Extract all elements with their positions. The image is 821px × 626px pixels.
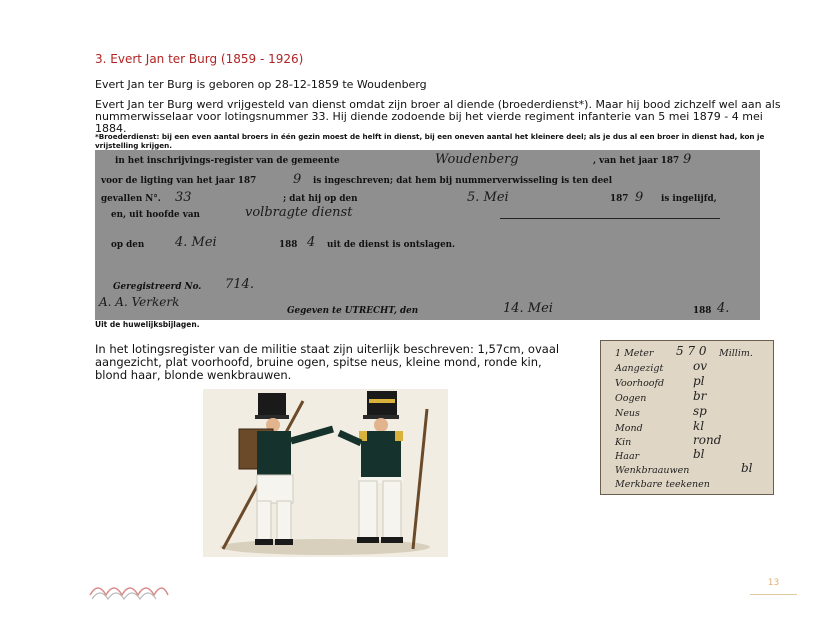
scan-line: ; dat hij op den bbox=[283, 194, 358, 204]
card-row: Wenkbraauwen bbox=[615, 465, 690, 476]
card-handwriting: bl bbox=[693, 447, 705, 461]
card-row: Merkbare teekenen bbox=[615, 479, 710, 490]
scan-handwriting: 4. Mei bbox=[175, 235, 217, 250]
scan-line: Geregistreerd No. bbox=[113, 282, 202, 292]
card-row: Kin bbox=[615, 437, 632, 448]
scan-handwriting: Woudenberg bbox=[435, 152, 519, 167]
card-row: Voorhoofd bbox=[615, 378, 665, 389]
card-handwriting: kl bbox=[693, 419, 705, 433]
scan-handwriting: volbragte dienst bbox=[245, 205, 353, 220]
scan-line: 187 bbox=[610, 194, 629, 204]
card-row: Millim. bbox=[719, 348, 753, 359]
description-text: In het lotingsregister van de militie staat zijn uiterlijk beschreven: 1,57cm, ovaal aangezicht, plat voorhoofd, bruine ogen, spitse neus, kleine mond, ronde kin, blond haar, blonde wenkbrauwen. bbox=[95, 342, 560, 382]
scan-line: uit de dienst is ontslagen. bbox=[327, 240, 456, 250]
scan-line: in het inschrijvings-register van de gemeente bbox=[115, 156, 340, 166]
scan-line: is ingeschreven; dat hem bij nummerverwisseling is ten deel bbox=[313, 176, 613, 186]
logo-mark bbox=[88, 577, 170, 605]
card-row: Oogen bbox=[615, 393, 647, 404]
scan-line: is ingelijfd, bbox=[661, 194, 717, 204]
card-handwriting: br bbox=[693, 389, 707, 403]
soldiers-illustration bbox=[203, 389, 448, 557]
card-row: Aangezigt bbox=[615, 363, 664, 374]
section-heading: 3. Evert Jan ter Burg (1859 - 1926) bbox=[95, 52, 304, 66]
footer-logo bbox=[88, 577, 170, 605]
scan-line: gevallen N°. bbox=[101, 194, 161, 204]
intro-text: Evert Jan ter Burg is geboren op 28-12-1859 te Woudenberg bbox=[95, 78, 427, 91]
scan-line: , van het jaar 187 bbox=[593, 156, 680, 166]
card-row: Neus bbox=[615, 408, 640, 419]
card-row: 1 Meter bbox=[615, 348, 654, 359]
scan-line: op den bbox=[111, 240, 145, 250]
scan-signature: A. A. Verkerk bbox=[99, 295, 180, 309]
scan-handwriting: 4. bbox=[717, 301, 730, 316]
scan-line: voor de ligting van het jaar 187 bbox=[101, 176, 257, 186]
scan-line: en, uit hoofde van bbox=[111, 210, 200, 220]
scan-handwriting: 4 bbox=[307, 235, 316, 250]
footnote-broederdienst: *Broederdienst: bij een even aantal broers in één gezin moest de helft in dienst, bij een oneven aantal het kleinere deel; als je dus al een broer in dienst had, kon je vrijstelling krijgen. bbox=[95, 132, 765, 150]
card-handwriting: 5 7 0 bbox=[676, 344, 707, 358]
card-handwriting: pl bbox=[693, 374, 705, 388]
paragraph-1: Evert Jan ter Burg werd vrijgesteld van dienst omdat zijn broer al diende (broederdienst*). Maar hij bood zichzelf wel aan als nummerwisselaar voor lotingsnummer 33. Hij diende zodoende bij het vierde regiment infanterie van 5 mei 1879 - 4 mei 1884. bbox=[95, 98, 781, 135]
card-handwriting: ov bbox=[693, 359, 708, 373]
scan-handwriting: 9 bbox=[635, 190, 644, 205]
scan-caption: Uit de huwelijksbijlagen. bbox=[95, 320, 200, 329]
scan-line: 188 bbox=[279, 240, 298, 250]
blank-line bbox=[500, 218, 720, 219]
scan-handwriting: 9 bbox=[683, 152, 692, 167]
scan-line: Gegeven te UTRECHT, den bbox=[287, 306, 419, 316]
scan-line: 188 bbox=[693, 306, 712, 316]
card-handwriting: sp bbox=[693, 404, 707, 418]
card-handwriting: rond bbox=[693, 433, 722, 447]
page-number: 13 bbox=[750, 578, 797, 595]
card-row: Haar bbox=[615, 451, 640, 462]
militia-register-card bbox=[600, 340, 774, 495]
scanned-discharge-record bbox=[95, 150, 760, 320]
card-row: Mond bbox=[615, 423, 643, 434]
scan-handwriting: 9 bbox=[293, 172, 302, 187]
scan-handwriting: 14. Mei bbox=[503, 301, 553, 316]
card-handwriting: bl bbox=[741, 461, 753, 475]
scan-handwriting: 714. bbox=[225, 277, 254, 292]
soldiers-drawing bbox=[203, 389, 448, 557]
scan-handwriting: 33 bbox=[175, 190, 192, 205]
scan-handwriting: 5. Mei bbox=[467, 190, 509, 205]
